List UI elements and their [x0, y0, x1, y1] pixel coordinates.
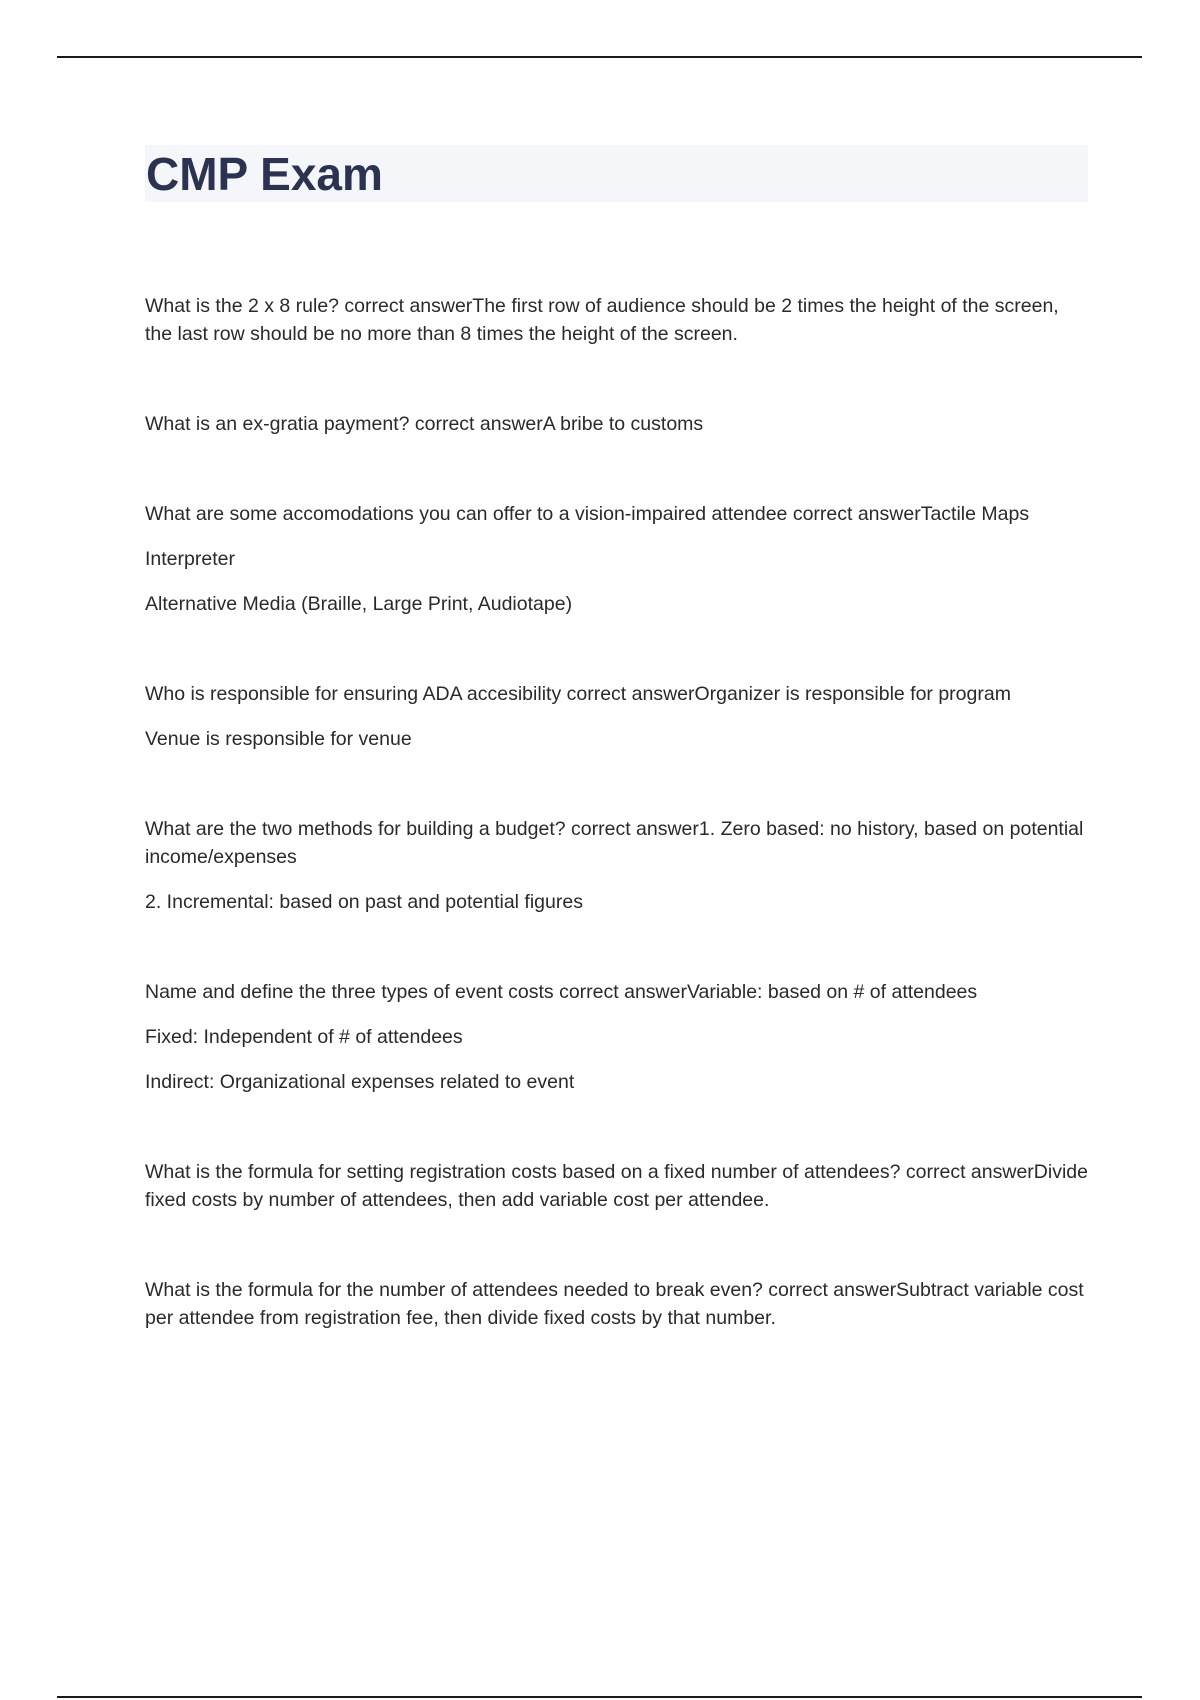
qa-entry — [145, 815, 1090, 916]
qa-line: 2. Incremental: based on past and potential figures — [145, 891, 583, 913]
qa-line: What are some accomodations you can offer to a vision-impaired attendee correct answerTactile Maps — [145, 503, 1030, 525]
qa-entry — [145, 1158, 1090, 1214]
qa-line: Indirect: Organizational expenses related to event — [145, 1071, 575, 1093]
bottom-rule — [57, 1696, 1142, 1698]
qa-line: Venue is responsible for venue — [145, 728, 412, 750]
qa-line: What is the 2 x 8 rule? correct answerThe first row of audience should be 2 times the height of the screen, the last row should be no more than 8 times the height of the screen. — [145, 295, 1059, 345]
qa-entry — [145, 500, 1090, 618]
qa-list — [145, 292, 1090, 1394]
qa-line: What is the formula for the number of attendees needed to break even? correct answerSubtract variable cost per attendee from registration fee, then divide fixed costs by that number. — [145, 1279, 1084, 1329]
qa-entry — [145, 1276, 1090, 1332]
qa-line: Name and define the three types of event costs correct answerVariable: based on # of attendees — [145, 981, 978, 1003]
document-title: CMP Exam — [146, 148, 383, 200]
qa-line: What is the formula for setting registration costs based on a fixed number of attendees? correct answerDivide fixed costs by number of attendees, then add variable cost per attendee. — [145, 1161, 1088, 1211]
qa-line: Alternative Media (Braille, Large Print, Audiotape) — [145, 593, 573, 615]
qa-entry — [145, 292, 1090, 348]
top-rule — [57, 56, 1142, 58]
qa-entry — [145, 410, 1090, 438]
qa-line: Interpreter — [145, 548, 235, 570]
qa-line: Fixed: Independent of # of attendees — [145, 1026, 463, 1048]
qa-line: What are the two methods for building a budget? correct answer1. Zero based: no history, based on potential income/expenses — [145, 818, 1084, 868]
qa-entry — [145, 680, 1090, 753]
qa-line: Who is responsible for ensuring ADA accesibility correct answerOrganizer is responsible for program — [145, 683, 1011, 705]
qa-entry — [145, 978, 1090, 1096]
qa-line: What is an ex-gratia payment? correct answerA bribe to customs — [145, 413, 704, 435]
